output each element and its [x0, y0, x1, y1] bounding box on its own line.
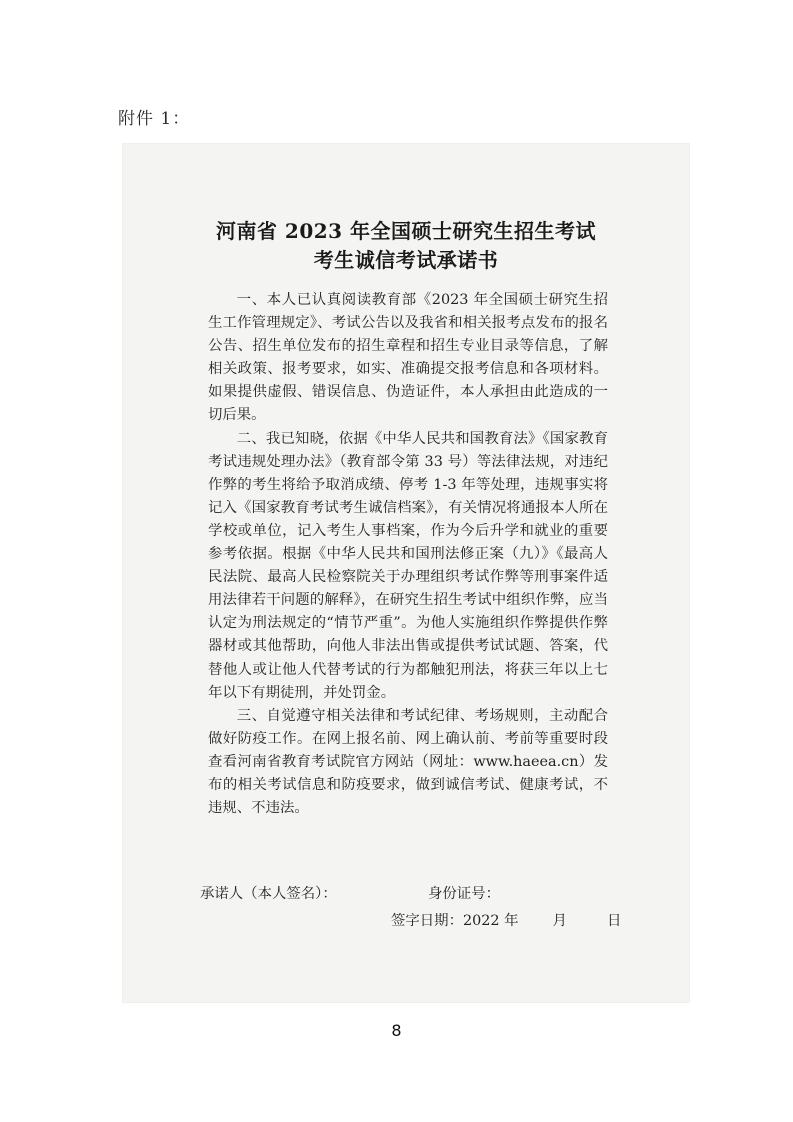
day-label: 日	[606, 913, 622, 929]
signing-date	[391, 909, 621, 930]
id-number-label: 身份证号：	[428, 886, 500, 902]
page-number: 8	[391, 1021, 402, 1040]
signature-label: 承诺人（本人签名）：	[200, 886, 337, 902]
pledge-body	[208, 289, 608, 820]
pledge-paragraph-1: 一、本人已认真阅读教育部《2023 年全国硕士研究生招生工作管理规定》、考试公告以及我省和相关报考点发布的报名公告、招生单位发布的招生章程和招生专业目录等信息，了解相关政策、报考要求，如实、准确提交报考信息和各项材料。如果提供虚假、错误信息、伪造证件，本人承担由此造成的一切后果。	[208, 292, 608, 424]
date-label: 签字日期：2022 年	[391, 913, 519, 929]
attachment-label: 附件 1：	[118, 109, 191, 129]
document-subtitle: 考生诚信考试承诺书	[313, 248, 499, 272]
scanned-document	[122, 143, 690, 1003]
month-label: 月	[552, 913, 567, 929]
document-title: 河南省 2023 年全国硕士研究生招生考试	[215, 219, 597, 243]
pledge-paragraph-2: 二、我已知晓，依据《中华人民共和国教育法》《国家教育考试违规处理办法》（教育部令第 33 号）等法律法规，对违纪作弊的考生将给予取消成绩、停考 1-3 年等处理，违规事实将记入《国家教育考试考生诚信档案》，有关情况将通报本人所在学校或单位，记入考生人事档案，作为今后升学和就业的重要参考依据。根据《中华人民共和国刑法修正案（九）》《最高人民法院、最高人民检察院关于办理组织考试作弊等刑事案件适用法律若干问题的解释》，在研究生招生考试中组织作弊，应当认定为刑法规定的“情节严重”。为他人实施组织作弊提供作弊器材或其他帮助，向他人非法出售或提供考试试题、答案，代替他人或让他人代替考试的行为都触犯刑法，将获三年以上七年以下有期徒刑，并处罚金。	[208, 430, 608, 701]
pledge-paragraph-3: 三、自觉遵守相关法律和考试纪律、考场规则，主动配合做好防疫工作。在网上报名前、网上确认前、考前等重要时段查看河南省教育考试院官方网站（网址：www.haeea.cn）发布的相关考试信息和防疫要求，做到诚信考试、健康考试，不违规、不违法。	[208, 707, 608, 817]
